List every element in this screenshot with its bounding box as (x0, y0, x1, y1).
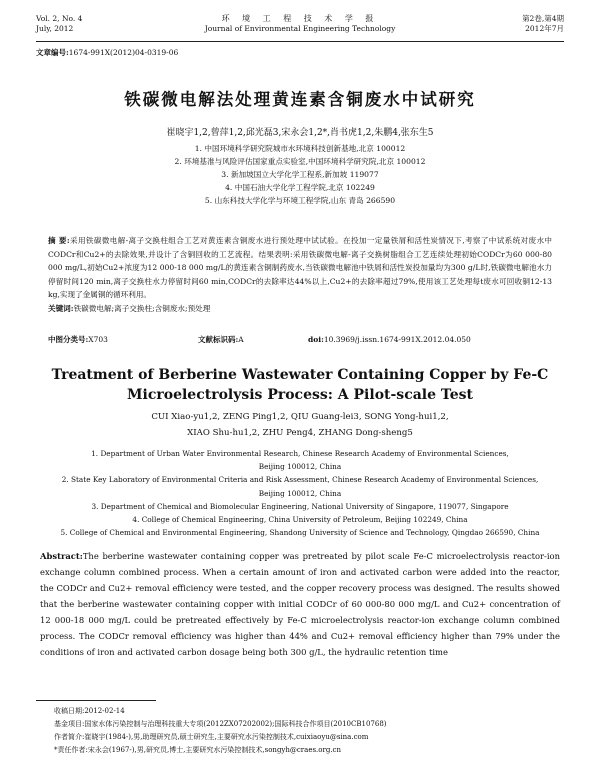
doc-code-label: 文献标识码: (198, 335, 239, 344)
journal-name-en: Journal of Environmental Engineering Technology (204, 24, 396, 33)
affiliation-en: Beijing 100012, China (258, 462, 342, 472)
footnote: *责任作者:宋永会(1967-),男,研究员,博士,主要研究水污染控制技术,songyh@craes.org.cn (54, 746, 341, 754)
affiliation-cn: 3. 新加坡国立大学化学工程系,新加坡 119077 (221, 170, 379, 179)
authors-en-line: XIAO Shu-hu1,2, ZHU Peng4, ZHANG Dong-sheng5 (187, 428, 413, 438)
abstract-cn (48, 234, 552, 316)
affiliation-cn: 1. 中国环境科学研究院城市水环境科技创新基地,北京 100012 (194, 144, 406, 153)
header-center (36, 14, 564, 34)
affiliations-en (40, 447, 560, 539)
abstract-en-label: Abstract: (40, 551, 83, 561)
title-en (40, 365, 560, 405)
authors-en-line: CUI Xiao-yu1,2, ZENG Ping1,2, QIU Guang-lei3, SONG Yong-hui1,2, (151, 412, 449, 422)
header-date: July, 2012 (36, 24, 74, 33)
affiliation-en: 1. Department of Urban Water Environmental Research, Chinese Research Academy of Environmental Sciences, (91, 449, 509, 458)
header-volume: Vol. 2, No. 4 (36, 14, 83, 23)
affiliation-en: 5. College of Chemical and Environmental Engineering, Shandong University of Science and Technology, Qingdao 266590, China (60, 528, 540, 538)
footnote: 收稿日期:2012-02-14 (54, 707, 125, 715)
title-en-line: Treatment of Berberine Wastewater Containing Copper by Fe-C (51, 367, 549, 383)
footnotes (54, 705, 560, 757)
doc-code-value: A (238, 335, 244, 344)
affiliation-cn: 5. 山东科技大学化学与环境工程学院,山东 青岛 266590 (204, 196, 396, 205)
affiliation-cn: 2. 环境基准与风险评估国家重点实验室,中国环境科学研究院,北京 100012 (174, 157, 426, 166)
authors-cn: 崔晓宇1,2,曾萍1,2,邱光磊3,宋永会1,2*,肖书虎1,2,朱鹏4,张东生5 (166, 128, 434, 138)
header-volume-cn: 第2卷,第4期 (522, 14, 564, 23)
abstract-cn-text: 采用铁碳微电解-离子交换柱组合工艺对黄连素含铜废水进行预处理中试试验。在投加一定量铁屑和活性炭情况下,考察了中试系统对废水中CODCr和Cu2+的去除效果,并设计了含铜回收的工艺流程。结果表明:采用铁碳微电解-离子交换树脂组合工艺连续处理初始CODCr为60 000-80 000 mg/L,初始Cu2+浓度为12 000-18 000 mg/L的黄连素含铜制药废水,当铁碳微电解池中铁屑和活性炭投加量均为300 g/L时,铁碳微电解池水力停留时间120 min,离子交换柱水力停留时间60 min,CODCr的去除率达44%以上,Cu2+的去除率超过79%,使用该工艺处理每t废水可回收铜12-13 kg,实现了金属铜的循环利用。 (48, 236, 552, 300)
title-en-line: Microelectrolysis Process: A Pilot-scale Test (127, 387, 473, 403)
affiliation-en: 2. State Key Laboratory of Environmental Criteria and Risk Assessment, Chinese Research Academy of Environmental Sciences, (61, 475, 539, 485)
doi-block (308, 335, 471, 344)
abstract-cn-label: 摘 要: (48, 236, 70, 245)
doc-code-block (198, 334, 308, 345)
affiliation-cn: 4. 中国石油大学化学工程学院,北京 102249 (225, 183, 375, 192)
header-right (522, 14, 564, 34)
affiliation-en: 3. Department of Chemical and Biomolecular Engineering, National University of Singapore, 119077, Singapore (91, 501, 509, 511)
footnote-rule (36, 700, 156, 701)
article-id-value: 1674-991X(2012)04-0319-06 (68, 48, 179, 57)
abstract-en (40, 548, 560, 660)
affiliations-cn (0, 142, 600, 207)
article-id-label: 文章编号: (36, 48, 69, 57)
footnote: 作者简介:崔晓宇(1984-),男,助理研究员,硕士研究生,主要研究水污染控制技术,cuixiaoyu@sina.com (54, 733, 369, 741)
clc-value: X703 (88, 335, 108, 344)
title-cn: 铁碳微电解法处理黄连素含铜废水中试研究 (124, 90, 476, 109)
journal-name-cn: 环 境 工 程 技 术 学 报 (221, 14, 379, 23)
affiliation-en: 4. College of Chemical Engineering, China University of Petroleum, Beijing 102249, China (132, 515, 468, 525)
keywords-cn-label: 关键词: (48, 303, 74, 313)
authors-en (40, 409, 560, 441)
doi-label: doi: (308, 335, 324, 344)
affiliation-en: Beijing 100012, China (258, 488, 342, 498)
keywords-cn: 铁碳微电解;离子交换柱;含铜废水;预处理 (73, 303, 211, 313)
footnote: 基金项目:国家水体污染控制与治理科技重大专项(2012ZX07202002);国际科技合作项目(2010CB10768) (54, 720, 387, 728)
article-id (36, 47, 178, 58)
classification-line (48, 334, 552, 345)
abstract-en-text: The berberine wastewater containing copper was pretreated by pilot scale Fe-C microelectrolysis reactor-ion exchange column combined process. When a certain amount of iron and activated carbon were added into the reactor, the CODCr and Cu2+ removal efficiency were tested, and the copper recovery process was designed. The results showed that the berberine wastewater containing copper with initial CODCr of 60 000-80 000 mg/L and Cu2+ concentration of 12 000-18 000 mg/L could be pretreated effectively by Fe-C microelectrolysis reactor-ion exchange column combined process. The CODCr removal efficiency was higher than 44% and Cu2+ removal efficiency higher than 79% under the conditions of iron and activated carbon dosage being both 300 g/L, the hydraulic retention time (40, 551, 560, 657)
clc-block (48, 334, 198, 345)
doi-value: 10.3969/j.issn.1674-991X.2012.04.050 (323, 335, 471, 344)
header-date-cn: 2012年7月 (525, 24, 564, 33)
clc-label: 中图分类号: (48, 335, 89, 344)
header-rule (36, 41, 564, 42)
running-header (36, 14, 564, 40)
